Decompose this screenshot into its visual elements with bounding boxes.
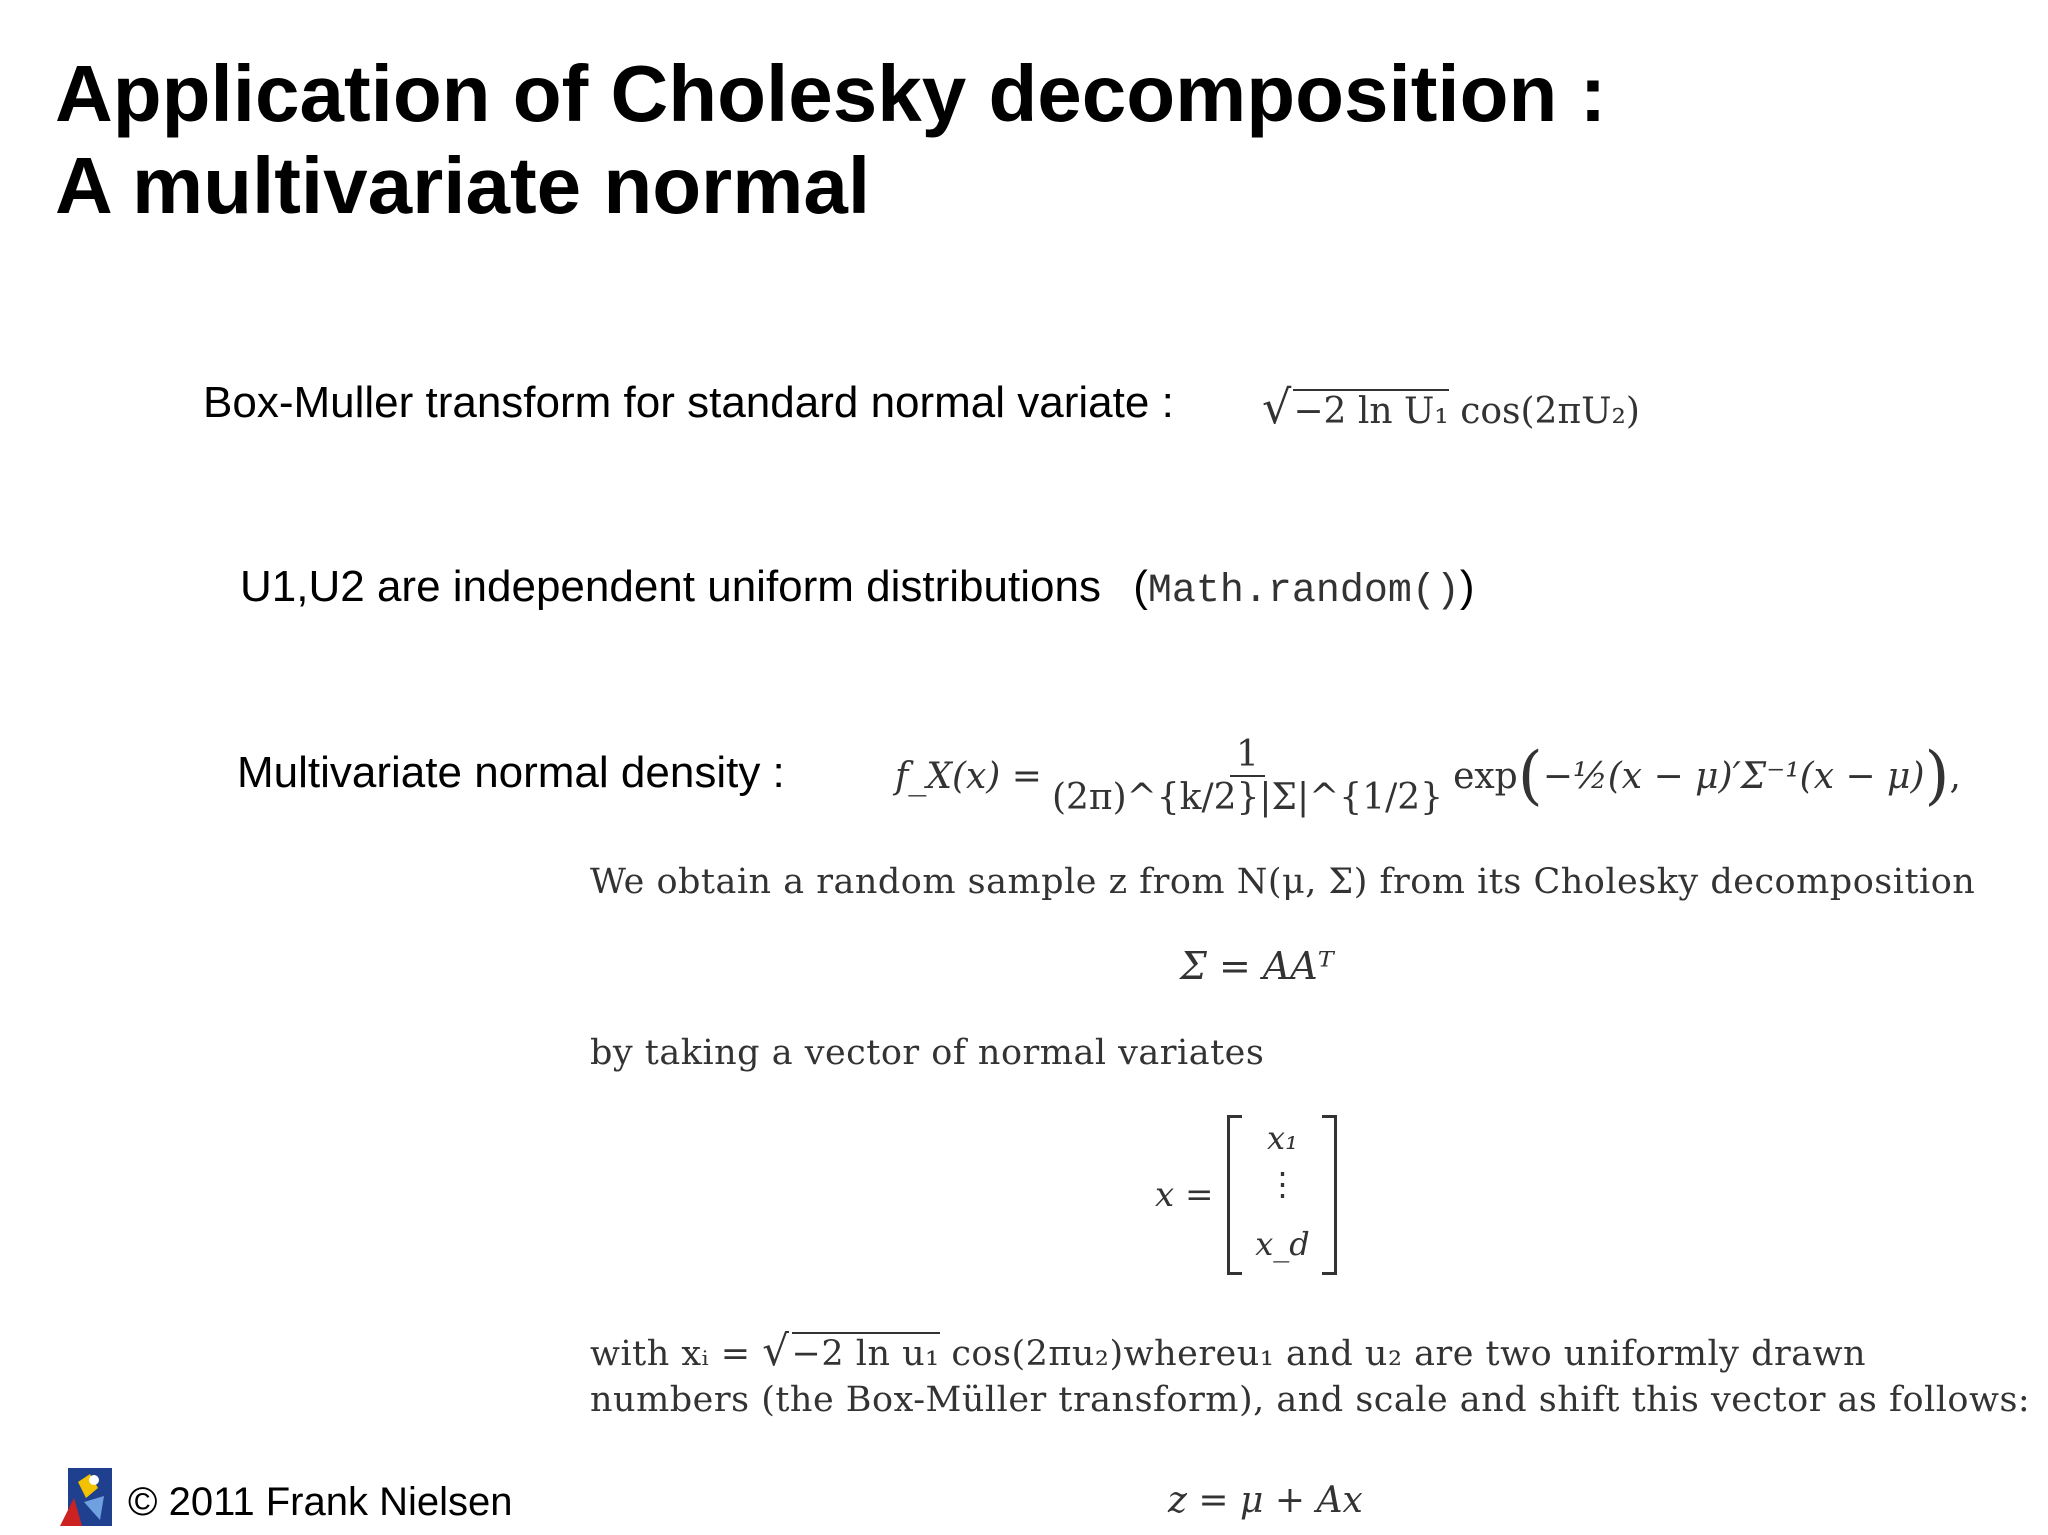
slide-title-line1: Application of Cholesky decomposition : <box>55 49 1607 138</box>
mvn-formula <box>895 734 1961 818</box>
eq-x-lhs: x = <box>1155 1175 1214 1215</box>
mvn-paren-right: ) <box>1924 739 1950 813</box>
box-muller-cos: cos(2πU₂) <box>1460 391 1640 432</box>
slide-title-line2: A multivariate normal <box>55 141 871 230</box>
matrix-bottom-entry: x_d <box>1255 1225 1310 1263</box>
mvn-frac-den: (2π)^{k/2}|Σ|^{1/2} <box>1051 777 1444 818</box>
paragraph3-sqrt-arg: −2 ln u₁ <box>791 1334 940 1374</box>
mvn-lhs: f_X(x) = <box>895 755 1042 797</box>
matrix-top-entry: x₁ <box>1267 1119 1298 1157</box>
box-muller-formula <box>1262 380 1640 434</box>
paragraph-box-muller: numbers (the Box-Müller transform), and scale and shift this vector as follows: <box>590 1380 2031 1420</box>
eq-sigma: Σ = AAᵀ <box>1180 944 1334 988</box>
uniform-text <box>240 562 1475 614</box>
mvn-trailing: , <box>1949 755 1961 797</box>
paragraph3-sqrt-sign: √ <box>762 1326 790 1375</box>
eq-z: z = μ + Ax <box>1168 1480 1363 1521</box>
slide-title <box>55 48 1606 232</box>
eq-x-matrix <box>1155 1115 1337 1275</box>
matrix-mid-entry: ⋮ <box>1266 1165 1299 1203</box>
paragraph-with <box>590 1326 1866 1375</box>
box-muller-sqrt-arg: −2 ln U₁ <box>1293 391 1449 432</box>
paragraph-vector: by taking a vector of normal variates <box>590 1033 1265 1073</box>
paragraph3-start: with xᵢ = <box>590 1334 751 1374</box>
paragraph-cholesky: We obtain a random sample z from N(μ, Σ) from its Cholesky decomposition <box>590 862 1976 902</box>
mvn-fraction <box>1052 734 1443 818</box>
uniform-code: Math.random() <box>1147 569 1460 614</box>
institution-logo-icon <box>60 1468 112 1526</box>
box-muller-label: Box-Muller transform for standard normal variate : <box>203 378 1174 427</box>
uniform-desc: U1,U2 are independent uniform distributions <box>240 562 1101 611</box>
paragraph3-rest: cos(2πu₂)whereu₁ and u₂ are two uniformly drawn <box>951 1334 1867 1374</box>
sqrt-sign: √ <box>1262 380 1292 434</box>
uniform-paren-open: ( <box>1133 562 1148 611</box>
mvn-paren-left: ( <box>1517 739 1543 813</box>
mvn-exp: exp <box>1453 755 1518 797</box>
footer-copyright: © 2011 Frank Nielsen <box>128 1480 513 1524</box>
mvn-frac-num: 1 <box>1230 734 1265 777</box>
mvn-label: Multivariate normal density : <box>237 748 785 797</box>
uniform-paren-close: ) <box>1459 562 1475 611</box>
column-vector <box>1227 1115 1337 1275</box>
mvn-exp-inner: −½(x − μ)′Σ⁻¹(x − μ) <box>1542 755 1925 797</box>
